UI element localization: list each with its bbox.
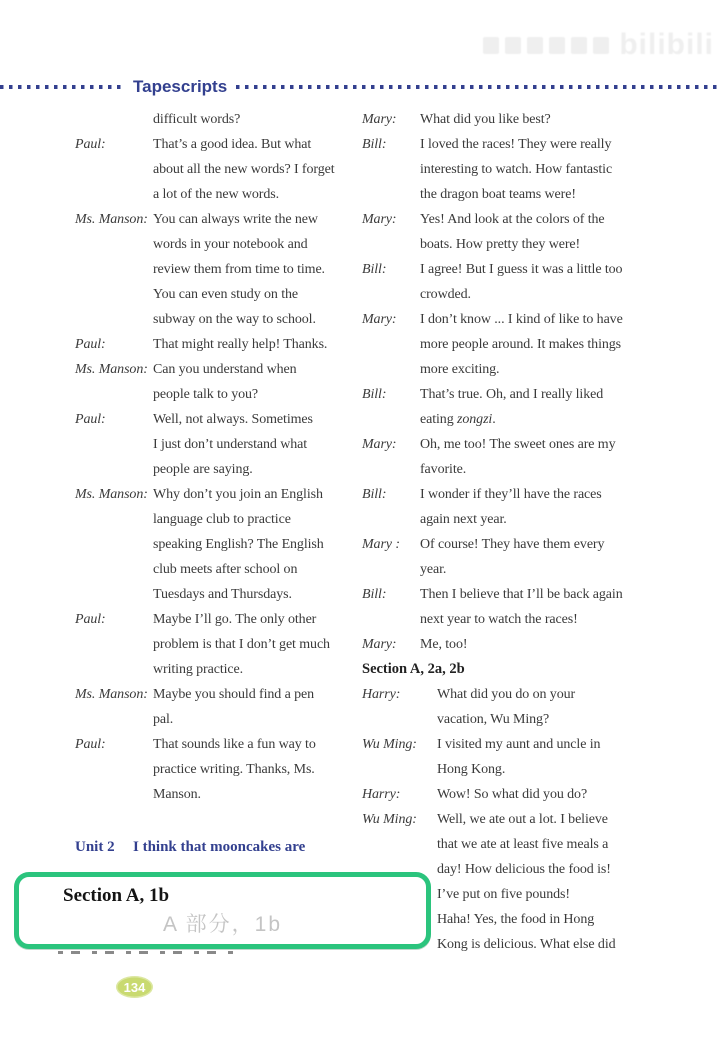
dialogue-lines	[437, 732, 600, 782]
dialogue-lines	[153, 207, 325, 332]
dialogue-line: That might really help! Thanks.	[153, 337, 328, 352]
speaker-label: Mary:	[362, 112, 397, 127]
dialogue-line: Me, too!	[420, 637, 468, 652]
dialogue-turn	[75, 207, 363, 332]
speaker-label: Mary:	[362, 437, 397, 452]
dialogue-line: Kong is delicious. What else did	[437, 937, 616, 952]
subtitle-overlay-box	[14, 872, 431, 949]
speaker-label: Harry:	[362, 687, 401, 702]
bilibili-logo: bilibili	[619, 28, 714, 61]
dialogue-line: I just don’t understand what	[153, 437, 308, 452]
dialogue-line: Maybe you should find a pen	[153, 687, 314, 702]
dialogue-line: more exciting.	[420, 362, 500, 377]
dialogue-turn	[75, 107, 363, 132]
bilibili-watermark	[483, 28, 714, 62]
dialogue-lines	[420, 482, 602, 532]
dialogue-line: eating zongzi.	[420, 412, 496, 427]
dialogue-lines	[153, 407, 313, 482]
dialogue-turn	[362, 107, 720, 132]
dotted-rule-right	[236, 85, 720, 89]
dialogue-lines	[420, 532, 604, 582]
dialogue-line: more people around. It makes things	[420, 337, 622, 352]
dialogue-line: again next year.	[420, 512, 507, 527]
page-number-badge: 134	[116, 976, 153, 998]
speaker-label: Ms. Manson:	[75, 212, 148, 227]
overlay-section-translation: A 部分，1b	[162, 913, 283, 936]
dialogue-turn	[362, 207, 720, 257]
dialogue-turn	[362, 732, 720, 782]
dialogue-line: Hong Kong.	[437, 762, 506, 777]
dialogue-line: next year to watch the races!	[420, 612, 578, 627]
dialogue-turn	[75, 682, 363, 732]
speaker-label: Paul:	[75, 412, 106, 427]
dialogue-lines	[420, 432, 616, 482]
dialogue-line: I wonder if they’ll have the races	[420, 487, 602, 502]
dialogue-turn	[362, 682, 720, 732]
dialogue-line: club meets after school on	[153, 562, 298, 577]
dialogue-line: Tuesdays and Thursdays.	[153, 587, 292, 602]
dialogue-lines	[420, 257, 622, 307]
dialogue-lines	[420, 132, 612, 207]
dialogue-turn	[75, 332, 363, 357]
dialogue-line: boats. How pretty they were!	[420, 237, 581, 252]
overlay-section-title: Section A, 1b	[63, 885, 170, 906]
dialogue-line: Why don’t you join an English	[153, 487, 323, 502]
dialogue-lines	[153, 482, 324, 607]
dialogue-line: words in your notebook and	[153, 237, 308, 252]
dialogue-lines	[420, 632, 467, 657]
dialogue-line: crowded.	[420, 287, 471, 302]
speaker-label: Ms. Manson:	[75, 487, 148, 502]
dialogue-line: favorite.	[420, 462, 467, 477]
speaker-label: Bill:	[362, 587, 387, 602]
speaker-label: Bill:	[362, 387, 387, 402]
dialogue-turn	[362, 782, 720, 807]
dialogue-lines	[420, 207, 605, 257]
dialogue-lines	[437, 807, 611, 907]
dialogue-turn	[362, 482, 720, 532]
dialogue-line: people are saying.	[153, 462, 253, 477]
dialogue-line: What did you like best?	[420, 112, 551, 127]
dialogue-lines	[437, 682, 575, 732]
obscured-text-fragment	[58, 951, 236, 954]
dialogue-line: problem is that I don’t get much	[153, 637, 330, 652]
dialogue-lines	[437, 907, 616, 957]
section-heading: Section A, 2a, 2b	[362, 661, 465, 677]
dialogue-turn	[362, 382, 720, 432]
dialogue-turn	[362, 132, 720, 207]
tapescripts-header	[0, 78, 720, 96]
dialogue-turn	[75, 407, 363, 482]
speaker-label: Mary:	[362, 212, 397, 227]
dialogue-lines	[153, 682, 314, 732]
dialogue-lines	[420, 582, 623, 632]
dialogue-line: interesting to watch. How fantastic	[420, 162, 613, 177]
speaker-label: Paul:	[75, 737, 106, 752]
dialogue-turn	[362, 582, 720, 632]
dialogue-line: Yes! And look at the colors of the	[420, 212, 605, 227]
dialogue-line: That’s true. Oh, and I really liked	[420, 387, 604, 402]
dialogue-turn	[75, 357, 363, 407]
dialogue-line: Oh, me too! The sweet ones are my	[420, 437, 616, 452]
dialogue-turn	[75, 482, 363, 607]
dialogue-line: review them from time to time.	[153, 262, 325, 277]
dialogue-turn	[362, 532, 720, 582]
dialogue-turn	[362, 257, 720, 307]
dialogue-line: Of course! They have them every	[420, 537, 605, 552]
dialogue-turn	[362, 632, 720, 657]
dialogue-line: That sounds like a fun way to	[153, 737, 316, 752]
dialogue-line: Well, not always. Sometimes	[153, 412, 313, 427]
dialogue-line: people talk to you?	[153, 387, 259, 402]
dialogue-line: practice writing. Thanks, Ms.	[153, 762, 315, 777]
dialogue-lines	[420, 307, 623, 382]
dialogue-lines	[420, 382, 603, 432]
unit-heading	[75, 835, 363, 859]
dialogue-line: You can even study on the	[153, 287, 299, 302]
speaker-label: Mary :	[362, 537, 400, 552]
dialogue-line: that we ate at least five meals a	[437, 837, 609, 852]
dialogue-column-right	[362, 107, 720, 957]
dialogue-lines	[153, 132, 335, 207]
dialogue-turn	[75, 607, 363, 682]
dialogue-line: difficult words?	[153, 112, 241, 127]
speaker-label	[75, 107, 153, 132]
dialogue-column-left	[75, 107, 363, 859]
dialogue-line: Well, we ate out a lot. I believe	[437, 812, 608, 827]
dialogue-line: I’ve put on five pounds!	[437, 887, 570, 902]
unit-number: Unit 2	[75, 839, 115, 855]
dialogue-lines	[437, 782, 587, 807]
watermark-cjk-blocks	[483, 37, 609, 54]
speaker-label: Ms. Manson:	[75, 687, 148, 702]
speaker-label: Bill:	[362, 137, 387, 152]
dialogue-line: the dragon boat teams were!	[420, 187, 576, 202]
speaker-label: Wu Ming:	[362, 812, 417, 827]
dialogue-lines	[153, 107, 240, 132]
dialogue-line: What did you do on your	[437, 687, 576, 702]
dialogue-line: I loved the races! They were really	[420, 137, 612, 152]
dialogue-line: a lot of the new words.	[153, 187, 280, 202]
dialogue-line: You can always write the new	[153, 212, 318, 227]
dialogue-line: language club to practice	[153, 512, 291, 527]
dialogue-lines	[153, 357, 297, 407]
dialogue-line: That’s a good idea. But what	[153, 137, 312, 152]
dialogue-turn	[362, 432, 720, 482]
dialogue-line: year.	[420, 562, 447, 577]
dialogue-line: pal.	[153, 712, 174, 727]
dialogue-lines	[420, 107, 551, 132]
dialogue-line: I agree! But I guess it was a little too	[420, 262, 623, 277]
speaker-label: Bill:	[362, 487, 387, 502]
dialogue-turn	[75, 132, 363, 207]
dialogue-line: about all the new words? I forget	[153, 162, 335, 177]
dialogue-line: vacation, Wu Ming?	[437, 712, 550, 727]
speaker-label: Harry:	[362, 787, 401, 802]
speaker-label: Ms. Manson:	[75, 362, 148, 377]
dialogue-line: speaking English? The English	[153, 537, 324, 552]
speaker-label: Mary:	[362, 312, 397, 327]
speaker-label: Paul:	[75, 137, 106, 152]
dialogue-line: I don’t know ... I kind of like to have	[420, 312, 623, 327]
dialogue-line: Wow! So what did you do?	[437, 787, 588, 802]
dialogue-line: subway on the way to school.	[153, 312, 316, 327]
dialogue-line: Manson.	[153, 787, 201, 802]
dialogue-line: day! How delicious the food is!	[437, 862, 611, 877]
dotted-rule-left	[0, 85, 124, 89]
dialogue-line: I visited my aunt and uncle in	[437, 737, 601, 752]
speaker-label: Paul:	[75, 337, 106, 352]
dialogue-turn	[362, 307, 720, 382]
speaker-label: Paul:	[75, 612, 106, 627]
speaker-label: Mary:	[362, 637, 397, 652]
dialogue-line: writing practice.	[153, 662, 244, 677]
speaker-label: Wu Ming:	[362, 737, 417, 752]
dialogue-lines	[153, 607, 330, 682]
dialogue-line: Can you understand when	[153, 362, 297, 377]
dialogue-lines	[153, 332, 327, 357]
dialogue-lines	[153, 732, 316, 807]
dialogue-line: Maybe I’ll go. The only other	[153, 612, 317, 627]
speaker-label: Bill:	[362, 262, 387, 277]
dialogue-line: Then I believe that I’ll be back again	[420, 587, 623, 602]
tapescripts-label: Tapescripts	[133, 77, 228, 96]
dialogue-turn	[75, 732, 363, 807]
unit-title: I think that mooncakes are	[133, 839, 306, 855]
dialogue-line: Haha! Yes, the food in Hong	[437, 912, 595, 927]
